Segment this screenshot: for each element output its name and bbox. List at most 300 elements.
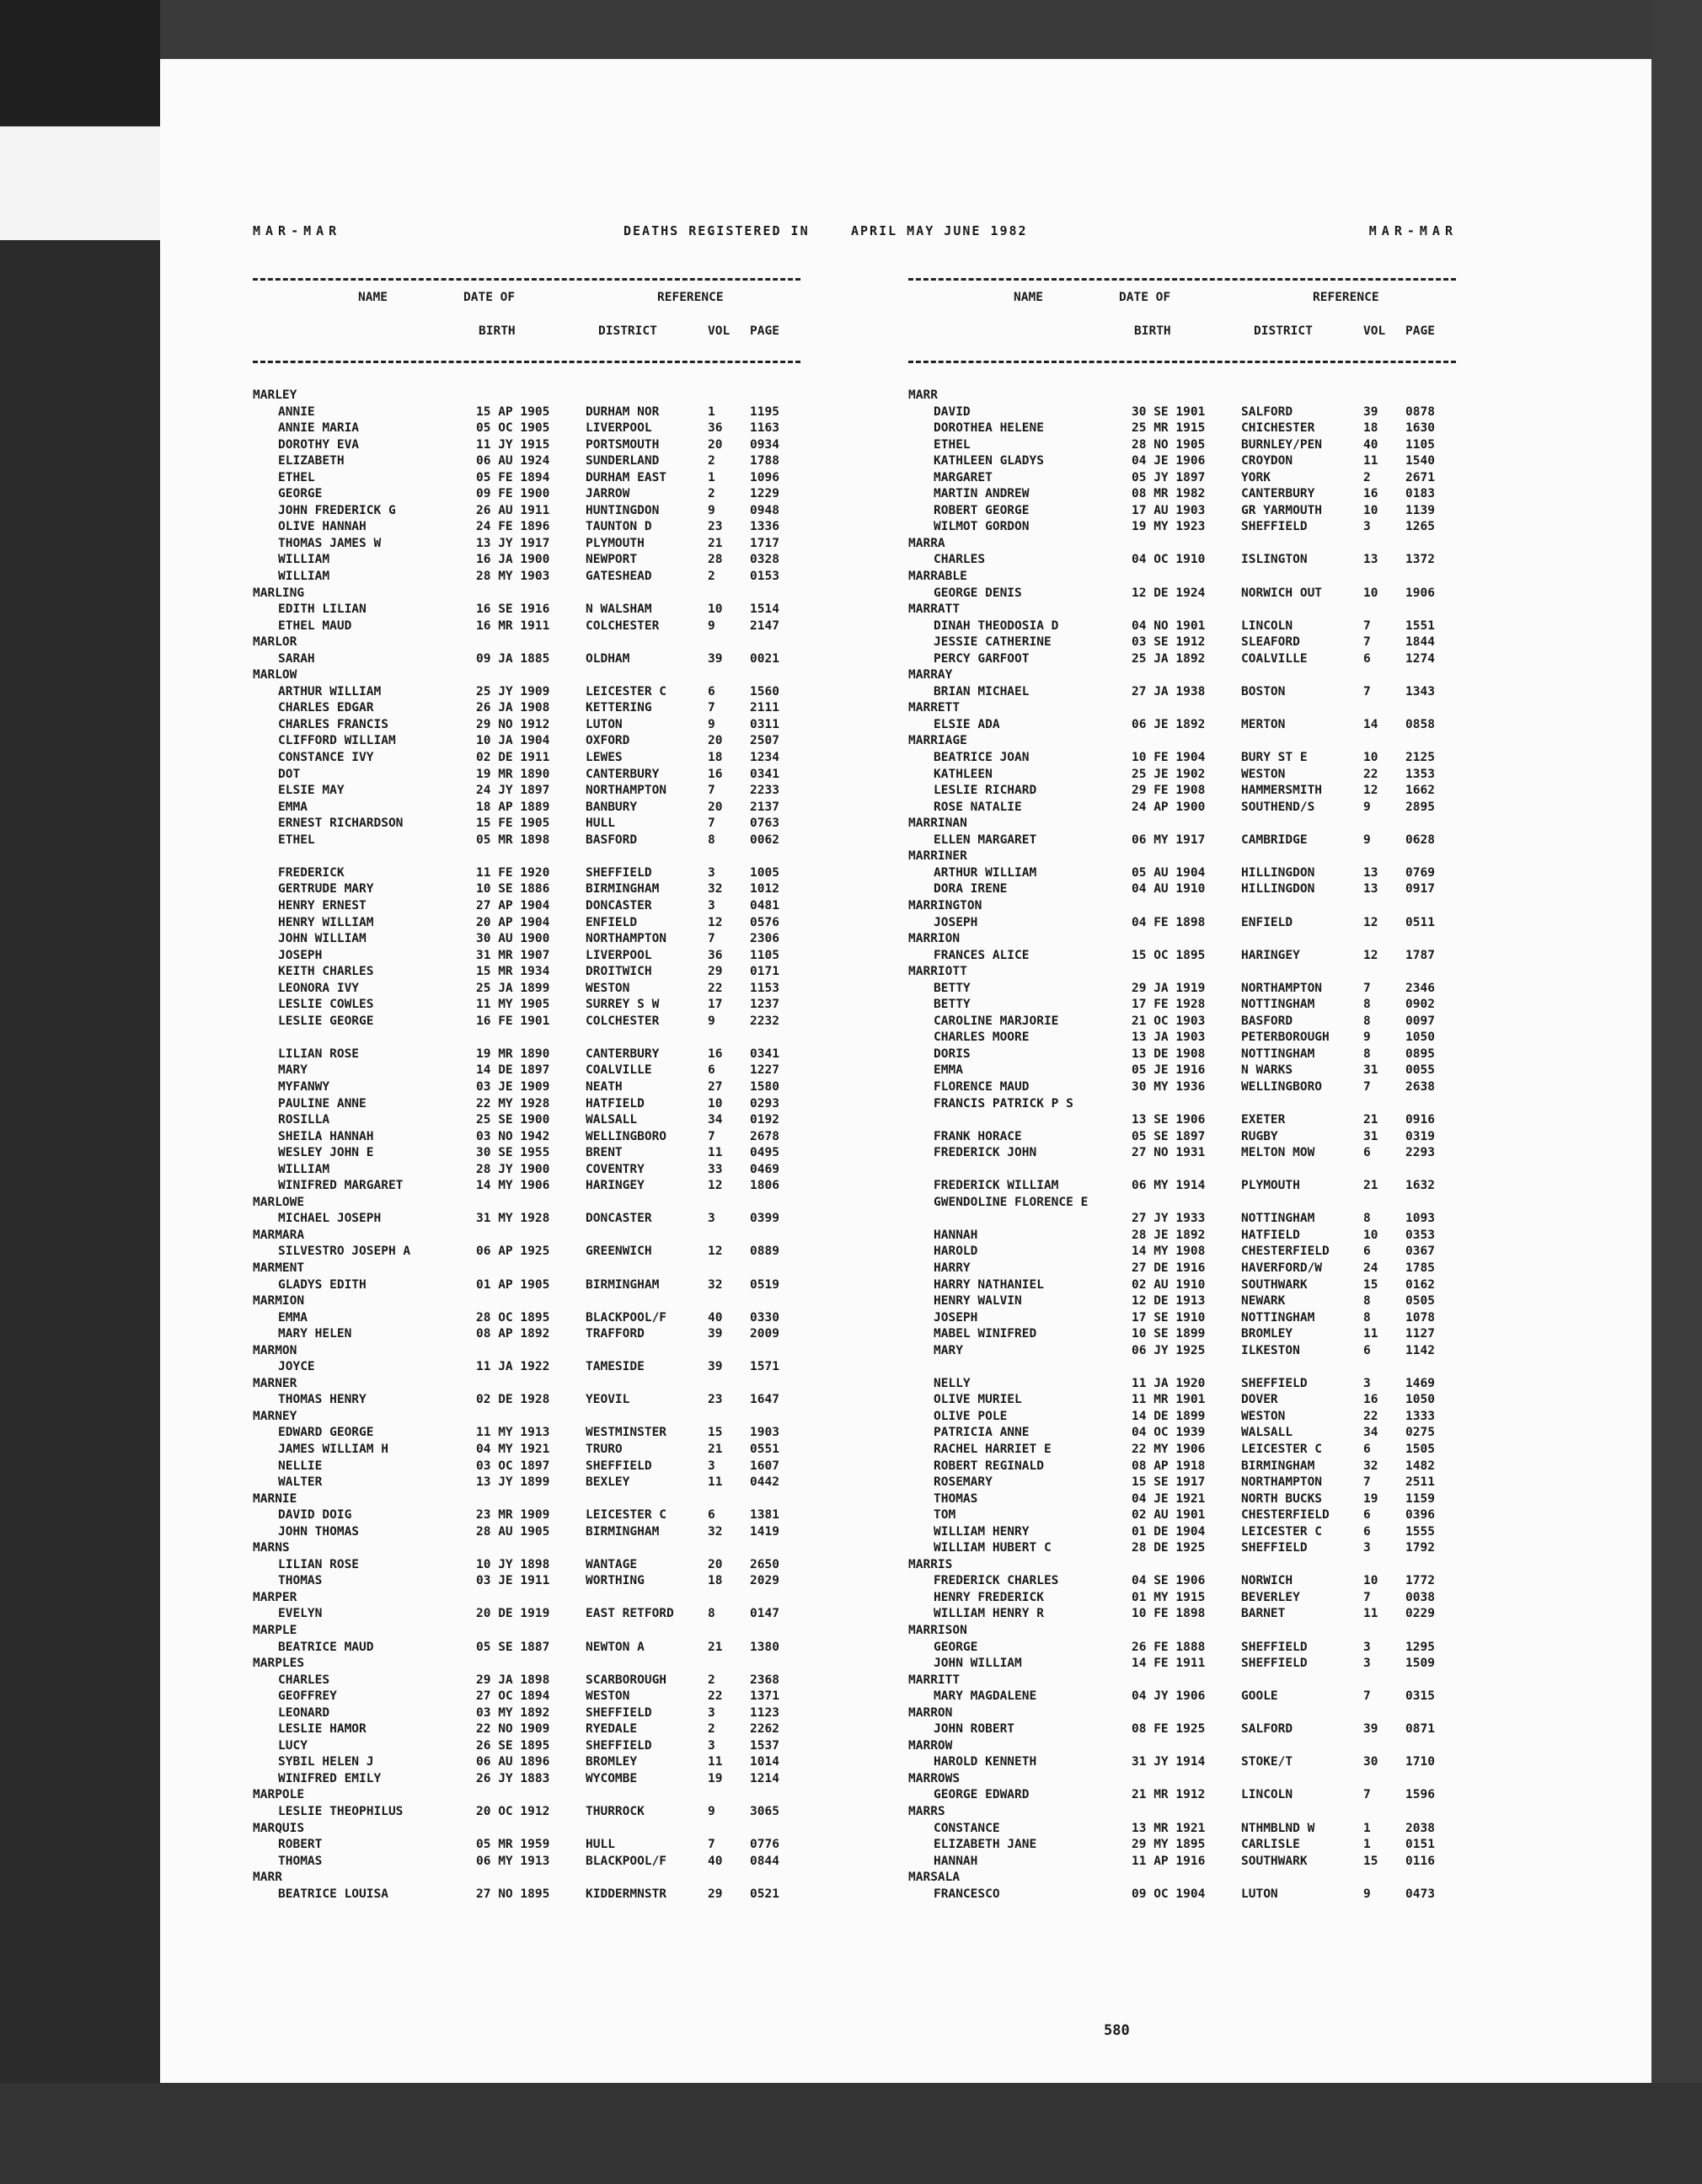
death-entry-row	[908, 1080, 1456, 1097]
date-of-birth: 20 AP 1904	[476, 915, 550, 929]
district: WESTON	[1241, 767, 1286, 781]
volume: 32	[708, 1277, 723, 1292]
death-entry-row	[908, 1113, 1456, 1130]
surname-heading	[908, 537, 1456, 554]
forenames: WINIFRED EMILY	[278, 1771, 382, 1785]
date-of-birth: 06 JY 1925	[1132, 1343, 1206, 1357]
district: BRENT	[586, 1146, 623, 1160]
forenames: JOHN FREDERICK G	[278, 503, 396, 517]
district: TAMESIDE	[586, 1360, 645, 1374]
page-ref: 0315	[1405, 1689, 1435, 1704]
page-ref: 1336	[750, 520, 779, 534]
page-ref: 1372	[1405, 553, 1435, 567]
death-entry-row	[908, 1788, 1456, 1805]
volume: 40	[708, 1854, 723, 1868]
death-entry-row	[253, 1887, 800, 1904]
surname-heading	[908, 816, 1456, 833]
date-of-birth: 26 FE 1888	[1132, 1640, 1206, 1654]
district: YEOVIL	[586, 1393, 630, 1407]
district: BIRMINGHAM	[586, 882, 660, 897]
district: SURREY S W	[586, 998, 660, 1012]
district: BURY ST E	[1241, 751, 1308, 765]
district: DURHAM NOR	[586, 404, 660, 419]
forenames: PERCY GARFOOT	[934, 651, 1030, 666]
district: NORTHAMPTON	[1241, 1475, 1323, 1490]
forenames: JOSEPH	[934, 915, 978, 929]
district: COVENTRY	[586, 1162, 645, 1176]
date-of-birth: 05 MR 1898	[476, 832, 550, 847]
volume: 39	[1363, 1722, 1378, 1737]
district: MELTON MOW	[1241, 1146, 1315, 1160]
date-of-birth: 05 MR 1959	[476, 1838, 550, 1852]
page-ref: 1229	[750, 487, 779, 501]
forenames: MARY	[278, 1063, 308, 1078]
volume: 10	[708, 602, 723, 617]
district: BIRMINGHAM	[586, 1277, 660, 1292]
page-ref: 0481	[750, 898, 779, 913]
page-ref: 1234	[750, 751, 779, 765]
district: HATFIELD	[1241, 1228, 1300, 1242]
volume: 2	[708, 1722, 715, 1737]
forenames: ARTHUR WILLIAM	[934, 865, 1037, 880]
forenames: GEOFFREY	[278, 1689, 337, 1704]
volume: 15	[708, 1426, 723, 1440]
death-entry-row	[253, 833, 800, 850]
death-entry-row	[908, 1130, 1456, 1147]
page-ref: 1096	[750, 470, 779, 484]
surname: MARRON	[908, 1705, 953, 1720]
forenames: GEORGE DENIS	[934, 586, 1022, 600]
death-entry-row	[908, 800, 1456, 817]
death-entry-row	[253, 1706, 800, 1723]
district: CANTERBURY	[1241, 487, 1315, 501]
death-entry-row	[908, 405, 1456, 422]
death-entry-row	[253, 1459, 800, 1476]
forenames: ELSIE ADA	[934, 717, 1000, 731]
volume: 32	[708, 1524, 723, 1539]
surname: MARRATT	[908, 602, 961, 617]
death-entry-row	[908, 1063, 1456, 1080]
death-entry-row	[908, 784, 1456, 800]
date-of-birth: 04 FE 1898	[1132, 915, 1206, 929]
page-ref: 2306	[750, 932, 779, 946]
volume: 9	[708, 1805, 715, 1819]
district: WESTON	[586, 981, 630, 995]
page-ref: 1380	[750, 1640, 779, 1654]
page-ref: 1159	[1405, 1491, 1435, 1506]
date-of-birth: 14 MY 1906	[476, 1179, 550, 1193]
page-ref: 1844	[1405, 635, 1435, 650]
death-entry-row	[908, 718, 1456, 735]
forenames: ELIZABETH	[278, 454, 345, 468]
page-ref: 0319	[1405, 1129, 1435, 1143]
date-of-birth: 05 FE 1894	[476, 470, 550, 484]
district: SHEFFIELD	[1241, 1541, 1308, 1555]
forenames: FRANCES ALICE	[934, 948, 1030, 962]
death-entry-row	[253, 1047, 800, 1064]
forenames: ELLEN MARGARET	[934, 832, 1037, 847]
district: DONCASTER	[586, 1212, 652, 1226]
district: CARLISLE	[1241, 1838, 1300, 1852]
scan-border-left-dark	[0, 0, 160, 126]
page-ref: 0153	[750, 570, 779, 584]
page-ref: 1806	[750, 1179, 779, 1193]
date-of-birth: 06 MY 1914	[1132, 1179, 1206, 1193]
district: LUTON	[1241, 1887, 1278, 1901]
surname-heading	[253, 1377, 800, 1394]
date-of-birth: 31 MR 1907	[476, 948, 550, 962]
page-ref: 2232	[750, 1014, 779, 1028]
surname: MARMENT	[253, 1261, 305, 1275]
forenames: ETHEL MAUD	[278, 618, 352, 633]
date-of-birth: 11 JA 1920	[1132, 1376, 1206, 1390]
volume: 21	[708, 1443, 723, 1456]
date-of-birth: 14 DE 1899	[1132, 1409, 1206, 1423]
page-ref: 1333	[1405, 1409, 1435, 1423]
page-ref: 1012	[750, 882, 779, 897]
page-header-col: PAGE	[1405, 324, 1435, 338]
forenames: MICHAEL JOSEPH	[278, 1212, 382, 1226]
page-ref: 1343	[1405, 684, 1435, 699]
page-ref: 1717	[750, 536, 779, 550]
volume: 39	[708, 1327, 723, 1341]
volume: 3	[1363, 520, 1371, 534]
district: NORTH BUCKS	[1241, 1491, 1323, 1506]
volume: 23	[708, 1393, 723, 1407]
date-of-birth: 10 FE 1904	[1132, 751, 1206, 765]
date-of-birth: 15 AP 1905	[476, 404, 550, 419]
death-entry-row	[908, 1294, 1456, 1311]
right-column	[908, 278, 1456, 1903]
page-ref: 1214	[750, 1771, 779, 1785]
district: JARROW	[586, 487, 630, 501]
volume: 18	[708, 751, 723, 765]
date-of-birth: 14 MY 1908	[1132, 1245, 1206, 1259]
page-ref: 0147	[750, 1607, 779, 1621]
column-header	[253, 278, 800, 363]
surname: MARLOW	[253, 668, 297, 682]
death-entry-row	[908, 1755, 1456, 1772]
forenames: ROBERT REGINALD	[934, 1459, 1044, 1473]
surname: MARMION	[253, 1294, 305, 1309]
volume: 6	[1363, 651, 1371, 666]
volume: 10	[1363, 751, 1378, 765]
date-of-birth: 26 JY 1883	[476, 1771, 550, 1785]
surname: MARRABLE	[908, 570, 967, 584]
surname-heading	[908, 965, 1456, 982]
date-of-birth: 28 JY 1900	[476, 1162, 550, 1176]
district: YORK	[1241, 470, 1271, 484]
forenames: JOSEPH	[934, 1310, 978, 1325]
death-entry-row	[908, 1228, 1456, 1245]
page-ref: 2895	[1405, 800, 1435, 814]
death-entry-row	[253, 849, 800, 866]
surname: MARROWS	[908, 1771, 961, 1785]
district: LEICESTER C	[1241, 1443, 1323, 1456]
date-of-birth: 21 OC 1903	[1132, 1014, 1206, 1028]
death-entry-row	[908, 1641, 1456, 1657]
forenames: SYBIL HELEN J	[278, 1755, 374, 1769]
page-ref: 0328	[750, 553, 779, 567]
volume: 3	[708, 1738, 715, 1753]
page-ref: 0055	[1405, 1063, 1435, 1078]
surname-heading	[908, 668, 1456, 685]
death-entry-row	[253, 751, 800, 768]
forenames: MARY HELEN	[278, 1327, 352, 1341]
district: BEXLEY	[586, 1475, 630, 1490]
district: BANBURY	[586, 800, 638, 814]
forenames: HARRY	[934, 1261, 971, 1275]
page-ref: 1014	[750, 1755, 779, 1769]
date-of-birth: 29 FE 1908	[1132, 784, 1206, 798]
surname-heading	[253, 1624, 800, 1641]
page-ref: 0162	[1405, 1277, 1435, 1292]
volume: 9	[708, 717, 715, 731]
page-ref: 1163	[750, 421, 779, 436]
death-entry-row	[253, 1311, 800, 1328]
volume: 6	[708, 684, 715, 699]
volume: 7	[708, 1129, 715, 1143]
volume: 8	[1363, 1212, 1371, 1226]
date-of-birth: 27 NO 1931	[1132, 1146, 1206, 1160]
volume: 22	[1363, 767, 1378, 781]
date-of-birth: 06 AU 1896	[476, 1755, 550, 1769]
death-entry-row	[908, 1443, 1456, 1459]
volume: 8	[1363, 1310, 1371, 1325]
date-of-birth: 08 FE 1925	[1132, 1722, 1206, 1737]
district: GOOLE	[1241, 1689, 1278, 1704]
district: BOSTON	[1241, 684, 1286, 699]
page-ref: 1371	[750, 1689, 779, 1704]
district: BROMLEY	[586, 1755, 638, 1769]
district: WELLINGBORO	[1241, 1079, 1323, 1094]
volume: 3	[1363, 1376, 1371, 1390]
surname: MARRINER	[908, 849, 967, 864]
death-entry-row	[908, 438, 1456, 455]
death-entry-row	[908, 1508, 1456, 1525]
volume: 12	[708, 915, 723, 929]
death-entry-row	[253, 487, 800, 504]
page-ref: 1353	[1405, 767, 1435, 781]
page-ref: 1571	[750, 1360, 779, 1374]
volume: 6	[1363, 1343, 1371, 1357]
surname-heading	[908, 1624, 1456, 1641]
page-ref: 1560	[750, 684, 779, 699]
surname-heading	[253, 635, 800, 652]
volume: 7	[708, 784, 715, 798]
page-ref: 1265	[1405, 520, 1435, 534]
volume: 15	[1363, 1854, 1378, 1868]
forenames: HANNAH	[934, 1228, 978, 1242]
volume: 16	[708, 1046, 723, 1061]
surname-heading	[253, 1657, 800, 1673]
forenames: LESLIE RICHARD	[934, 784, 1037, 798]
district: EAST RETFORD	[586, 1607, 674, 1621]
death-entry-row	[253, 570, 800, 586]
date-of-birth: 27 JA 1938	[1132, 684, 1206, 699]
death-entry-row	[908, 1146, 1456, 1163]
death-entry-row	[253, 816, 800, 833]
death-entry-row	[908, 1030, 1456, 1047]
date-of-birth: 11 FE 1920	[476, 865, 550, 880]
volume: 29	[708, 1887, 723, 1901]
page-ref: 0311	[750, 717, 779, 731]
page-ref: 0293	[750, 1096, 779, 1111]
volume: 22	[1363, 1409, 1378, 1423]
surname-heading	[908, 1871, 1456, 1887]
page-ref: 1153	[750, 981, 779, 995]
document-page	[160, 59, 1651, 2083]
page-ref: 0151	[1405, 1838, 1435, 1852]
page-ref: 1540	[1405, 454, 1435, 468]
page-ref: 1482	[1405, 1459, 1435, 1473]
page-ref: 1005	[750, 865, 779, 880]
death-entry-row	[253, 553, 800, 570]
forenames: THOMAS	[934, 1491, 978, 1506]
date-of-birth: 04 OC 1910	[1132, 553, 1206, 567]
district: WESTMINSTER	[586, 1426, 667, 1440]
volume: 1	[1363, 1821, 1371, 1835]
district: WALSALL	[1241, 1426, 1293, 1440]
forenames: NELLY	[934, 1376, 971, 1390]
date-of-birth: 10 JY 1898	[476, 1557, 550, 1571]
forenames: ERNEST RICHARDSON	[278, 816, 404, 831]
surname-heading	[908, 701, 1456, 718]
surname: MARQUIS	[253, 1821, 305, 1835]
date-of-birth: 13 MR 1921	[1132, 1821, 1206, 1835]
death-entry-row	[908, 1278, 1456, 1295]
forenames: WILLIAM	[278, 1162, 330, 1176]
surname: MARNIE	[253, 1491, 297, 1506]
date-of-birth: 04 JE 1906	[1132, 454, 1206, 468]
surname-heading	[253, 1344, 800, 1361]
forenames: WALTER	[278, 1475, 323, 1490]
date-of-birth: 19 MY 1923	[1132, 520, 1206, 534]
forenames: ROBERT GEORGE	[934, 503, 1030, 517]
volume: 10	[1363, 1574, 1378, 1588]
forenames: CONSTANCE IVY	[278, 751, 374, 765]
surname: MARRIS	[908, 1557, 953, 1571]
death-entry-row	[908, 833, 1456, 850]
death-entry-row	[253, 734, 800, 751]
forenames: ELIZABETH JANE	[934, 1838, 1037, 1852]
forenames: GEORGE	[278, 487, 323, 501]
death-entry-row	[253, 1838, 800, 1855]
left-entries	[253, 388, 800, 1903]
volume: 8	[1363, 1294, 1371, 1309]
district: COLCHESTER	[586, 1014, 660, 1028]
page-ref: 3065	[750, 1805, 779, 1819]
district: LEWES	[586, 751, 623, 765]
death-entry-row	[253, 1755, 800, 1772]
district: SCARBOROUGH	[586, 1673, 667, 1687]
date-of-birth: 23 MR 1909	[476, 1508, 550, 1523]
page-ref: 1127	[1405, 1327, 1435, 1341]
page-ref: 1142	[1405, 1343, 1435, 1357]
forenames: SARAH	[278, 651, 315, 666]
date-of-birth: 19 MR 1890	[476, 1046, 550, 1061]
name-header: NAME	[358, 291, 388, 304]
volume: 6	[1363, 1443, 1371, 1456]
forenames: JOHN WILLIAM	[278, 932, 367, 946]
date-of-birth: 29 JA 1898	[476, 1673, 550, 1687]
death-entry-row	[253, 1689, 800, 1706]
date-of-birth: 03 JE 1911	[476, 1574, 550, 1588]
date-of-birth: 11 MY 1905	[476, 998, 550, 1012]
volume: 39	[708, 651, 723, 666]
page-ref: 1555	[1405, 1524, 1435, 1539]
date-of-birth: 16 MR 1911	[476, 618, 550, 633]
forenames: CHARLES MOORE	[934, 1030, 1030, 1045]
death-entry-row	[253, 1508, 800, 1525]
death-entry-row	[253, 949, 800, 966]
district: OXFORD	[586, 734, 630, 748]
death-entry-row	[253, 1393, 800, 1410]
page-ref: 1105	[1405, 437, 1435, 452]
death-entry-row	[253, 1097, 800, 1114]
surname-heading	[908, 570, 1456, 586]
date-of-birth: 15 FE 1905	[476, 816, 550, 831]
death-entry-row	[253, 602, 800, 619]
volume: 9	[1363, 1030, 1371, 1045]
death-entry-row	[253, 1641, 800, 1657]
surname: MARRA	[908, 536, 945, 550]
volume: 19	[1363, 1491, 1378, 1506]
death-entry-row	[253, 1278, 800, 1295]
volume: 9	[708, 1014, 715, 1028]
volume: 12	[708, 1245, 723, 1259]
death-entry-row	[253, 932, 800, 949]
district: SOUTHWARK	[1241, 1854, 1308, 1868]
page-ref: 1710	[1405, 1755, 1435, 1769]
death-entry-row	[908, 1196, 1456, 1212]
district: THURROCK	[586, 1805, 645, 1819]
district: COALVILLE	[586, 1063, 652, 1078]
page-ref: 1050	[1405, 1393, 1435, 1407]
district: SHEFFIELD	[586, 1459, 652, 1473]
forenames: JOHN THOMAS	[278, 1524, 360, 1539]
death-entry-row	[908, 1475, 1456, 1492]
surname-heading	[908, 1772, 1456, 1789]
district: MERTON	[1241, 717, 1286, 731]
death-entry-row	[253, 1772, 800, 1789]
volume: 31	[1363, 1129, 1378, 1143]
forenames: JAMES WILLIAM H	[278, 1443, 388, 1456]
date-of-birth: 13 JY 1899	[476, 1475, 550, 1490]
surname-heading	[253, 1541, 800, 1558]
surname-heading	[253, 388, 800, 405]
death-entry-row	[253, 1360, 800, 1377]
forenames: GWENDOLINE FLORENCE E	[934, 1195, 1089, 1209]
page-ref: 0934	[750, 437, 779, 452]
volume: 8	[1363, 1046, 1371, 1061]
date-of-birth: 27 DE 1916	[1132, 1261, 1206, 1275]
district: SHEFFIELD	[1241, 1376, 1308, 1390]
forenames: WILLIAM HUBERT C	[934, 1541, 1052, 1555]
page-ref: 1772	[1405, 1574, 1435, 1588]
forenames: DOROTHY EVA	[278, 437, 360, 452]
surname-heading	[908, 932, 1456, 949]
volume: 28	[708, 553, 723, 567]
forenames: SILVESTRO JOSEPH A	[278, 1245, 411, 1259]
surname: MARROW	[908, 1738, 953, 1753]
surname: MARMON	[253, 1343, 297, 1357]
district: BLACKPOOL/F	[586, 1310, 667, 1325]
death-entry-row	[253, 1212, 800, 1228]
volume: 12	[1363, 784, 1378, 798]
page-ref: 1509	[1405, 1657, 1435, 1671]
district: OLDHAM	[586, 651, 630, 666]
